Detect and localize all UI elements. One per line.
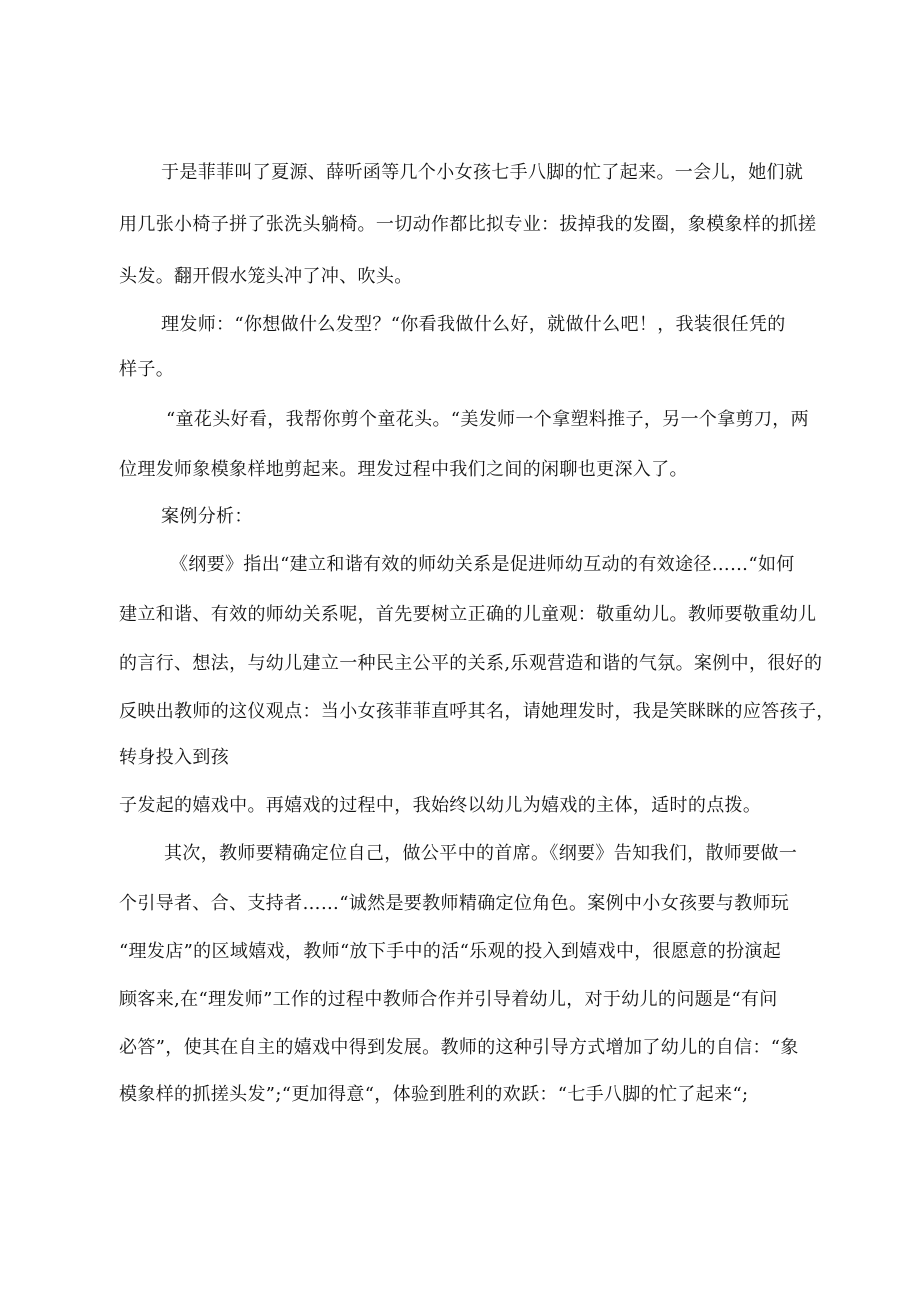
text-line: “理发店”的区域嬉戏，教师“放下手中的活“乐观的投入到嬉戏中，很愿意的扮演起 (119, 941, 782, 962)
text-line: 位理发师象模象样地剪起来。理发过程中我们之间的闲聊也更深入了。 (119, 459, 688, 480)
text-line: 用几张小椅子拼了张洗头躺椅。一切动作都比拟专业：拔掉我的发圈，象模象样的抓搓 (119, 214, 817, 235)
text-line: 样子。 (119, 359, 175, 380)
text-line: 顾客来,在“理发师”工作的过程中教师合作并引导着幼儿，对于幼儿的问题是“有问 (119, 989, 778, 1010)
text-line: 必答”，使其在自主的嬉戏中得到发展。教师的这种引导方式增加了幼儿的自信：“象 (119, 1037, 799, 1058)
text-line: 的言行、想法，与幼儿建立一种民主公平的关系,乐观营造和谐的气氛。案例中，很好的 (119, 653, 823, 674)
text-line: 子发起的嬉戏中。再嬉戏的过程中，我始终以幼儿为嬉戏的主体，适时的点拨。 (119, 795, 762, 816)
text-line: 于是菲菲叫了夏源、薛听函等几个小女孩七手八脚的忙了起来。一会儿，她们就 (161, 162, 804, 183)
text-line: 个引导者、合、支持者……“诚然是要教师精确定位角色。案例中小女孩要与教师玩 (119, 893, 790, 914)
section-heading: 案例分析： (161, 506, 253, 527)
text-line: 建立和谐、有效的师幼关系呢，首先要树立正确的儿童观：敬重幼儿。教师要敬重幼儿 (119, 604, 817, 625)
text-line: 理发师：“你想做什么发型？“你看我做什么好，就做什么吧！，我装很任凭的 (161, 314, 786, 335)
text-line: “童花头好看，我帮你剪个童花头。“美发师一个拿塑料推子，另一个拿剪刀，两 (166, 409, 810, 430)
text-line: 《纲要》指出“建立和谐有效的师幼关系是促进师幼互动的有效途径……“如何 (170, 554, 795, 575)
text-line: 反映出教师的这仪观点：当小女孩菲菲直呼其名，请她理发时，我是笑眯眯的应答孩子， (119, 701, 835, 722)
text-line: 转身投入到孩 (119, 747, 230, 768)
text-line: 其次，教师要精确定位自己，做公平中的首席。《纲要》告知我们，散师要做一 (164, 843, 798, 864)
text-line: 头发。翻开假水笼头冲了冲、吹头。 (119, 266, 413, 287)
text-line: 模象样的抓搓头发”;“更加得意“，体验到胜利的欢跃：“七手八脚的忙了起来“; (119, 1084, 749, 1105)
